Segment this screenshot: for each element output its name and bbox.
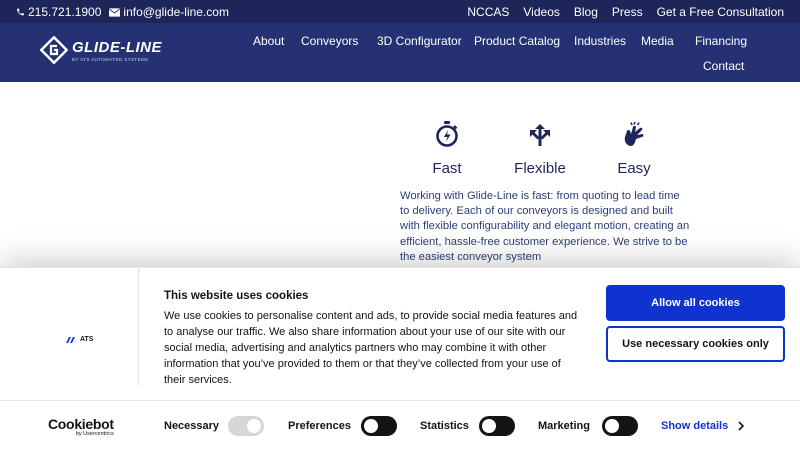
feature-easy-label: Easy bbox=[617, 160, 651, 177]
arrows-split-icon bbox=[527, 120, 553, 148]
toplink-free-consultation[interactable]: Get a Free Consultation bbox=[656, 5, 784, 19]
cookie-consent-banner bbox=[0, 267, 800, 450]
consent-toggles bbox=[0, 416, 800, 436]
glide-line-logo-icon bbox=[40, 36, 68, 64]
nav-about[interactable]: About bbox=[253, 34, 285, 48]
ats-logo bbox=[66, 336, 93, 343]
cookie-description: We use cookies to personalise content and ads, to provide social media features and to analyse our traffic. We also share information about your use of our site with our social media, advertising and analytics partners who may combine it with other information that you’ve provided to them or that they’ve collected from your use of their services. bbox=[164, 310, 578, 386]
toplink-blog[interactable]: Blog bbox=[573, 5, 598, 19]
phone-number: 215.721.1900 bbox=[28, 5, 102, 19]
cookie-title: This website uses cookies bbox=[164, 290, 309, 302]
main-navigation bbox=[0, 23, 800, 82]
nav-contact[interactable]: Contact bbox=[703, 59, 745, 73]
contact-info bbox=[16, 5, 229, 19]
banner-divider-horizontal bbox=[0, 400, 800, 401]
toggle-knob bbox=[605, 419, 619, 433]
feature-fast-label: Fast bbox=[432, 160, 462, 177]
toggle-knob bbox=[364, 419, 378, 433]
toggle-label-preferences: Preferences bbox=[288, 420, 351, 432]
nav-industries[interactable]: Industries bbox=[574, 34, 627, 48]
necessary-cookies-only-button[interactable]: Use necessary cookies only bbox=[606, 326, 785, 362]
allow-all-cookies-button[interactable]: Allow all cookies bbox=[606, 285, 785, 321]
marketing-toggle[interactable] bbox=[602, 416, 638, 436]
toggle-knob bbox=[247, 419, 261, 433]
toplink-nccas[interactable]: NCCAS bbox=[467, 5, 510, 19]
nav-conveyors[interactable]: Conveyors bbox=[301, 34, 359, 48]
show-details-link[interactable] bbox=[661, 420, 744, 432]
ats-logo-text: ATS bbox=[80, 336, 94, 343]
statistics-toggle[interactable] bbox=[479, 416, 515, 436]
toplink-videos[interactable]: Videos bbox=[523, 5, 560, 19]
toplink-press[interactable]: Press bbox=[611, 5, 643, 19]
site-logo[interactable] bbox=[40, 36, 162, 64]
phone-link[interactable] bbox=[16, 5, 101, 19]
feature-easy bbox=[612, 120, 656, 177]
show-details-label: Show details bbox=[661, 420, 729, 432]
stopwatch-icon bbox=[434, 120, 460, 148]
phone-icon bbox=[16, 7, 25, 17]
cookiebot-wordmark: Cookiebot bbox=[48, 416, 114, 432]
email-address: info@glide-line.com bbox=[123, 5, 229, 19]
logo-byline: BY ATS AUTOMATED SYSTEMS bbox=[72, 56, 149, 62]
email-link[interactable] bbox=[109, 5, 229, 19]
top-utility-bar bbox=[0, 0, 800, 23]
logo-wordmark: GLIDE-LINE bbox=[72, 38, 162, 56]
toggle-knob bbox=[482, 419, 496, 433]
nav-media[interactable]: Media bbox=[641, 34, 674, 48]
chevron-right-icon bbox=[738, 421, 744, 431]
top-links bbox=[467, 5, 784, 19]
toggle-label-necessary: Necessary bbox=[164, 420, 220, 432]
nav-menu bbox=[230, 23, 800, 82]
feature-fast bbox=[425, 120, 469, 177]
feature-flexible-label: Flexible bbox=[514, 160, 566, 177]
banner-divider-vertical bbox=[138, 268, 139, 386]
necessary-toggle bbox=[228, 416, 264, 436]
ats-logo-icon bbox=[66, 337, 78, 343]
nav-product-catalog[interactable]: Product Catalog bbox=[474, 34, 561, 48]
intro-paragraph: Working with Glide-Line is fast: from quoting to lead time to delivery. Each of our conveyors is designed and built with flexible configurability and elegant motion, creating an efficient, hassle-free customer experience. We strive to be the easiest conveyor system bbox=[400, 190, 690, 263]
nav-3d-configurator[interactable]: 3D Configurator bbox=[377, 34, 462, 48]
envelope-icon bbox=[109, 8, 120, 17]
toggle-label-statistics: Statistics bbox=[420, 420, 469, 432]
nav-financing[interactable]: Financing bbox=[695, 34, 748, 48]
toggle-label-marketing: Marketing bbox=[538, 420, 590, 432]
feature-flexible bbox=[510, 120, 570, 177]
preferences-toggle[interactable] bbox=[361, 416, 397, 436]
cookiebot-subtitle: by Usercentrics bbox=[75, 431, 114, 437]
snap-hand-icon bbox=[621, 120, 647, 148]
